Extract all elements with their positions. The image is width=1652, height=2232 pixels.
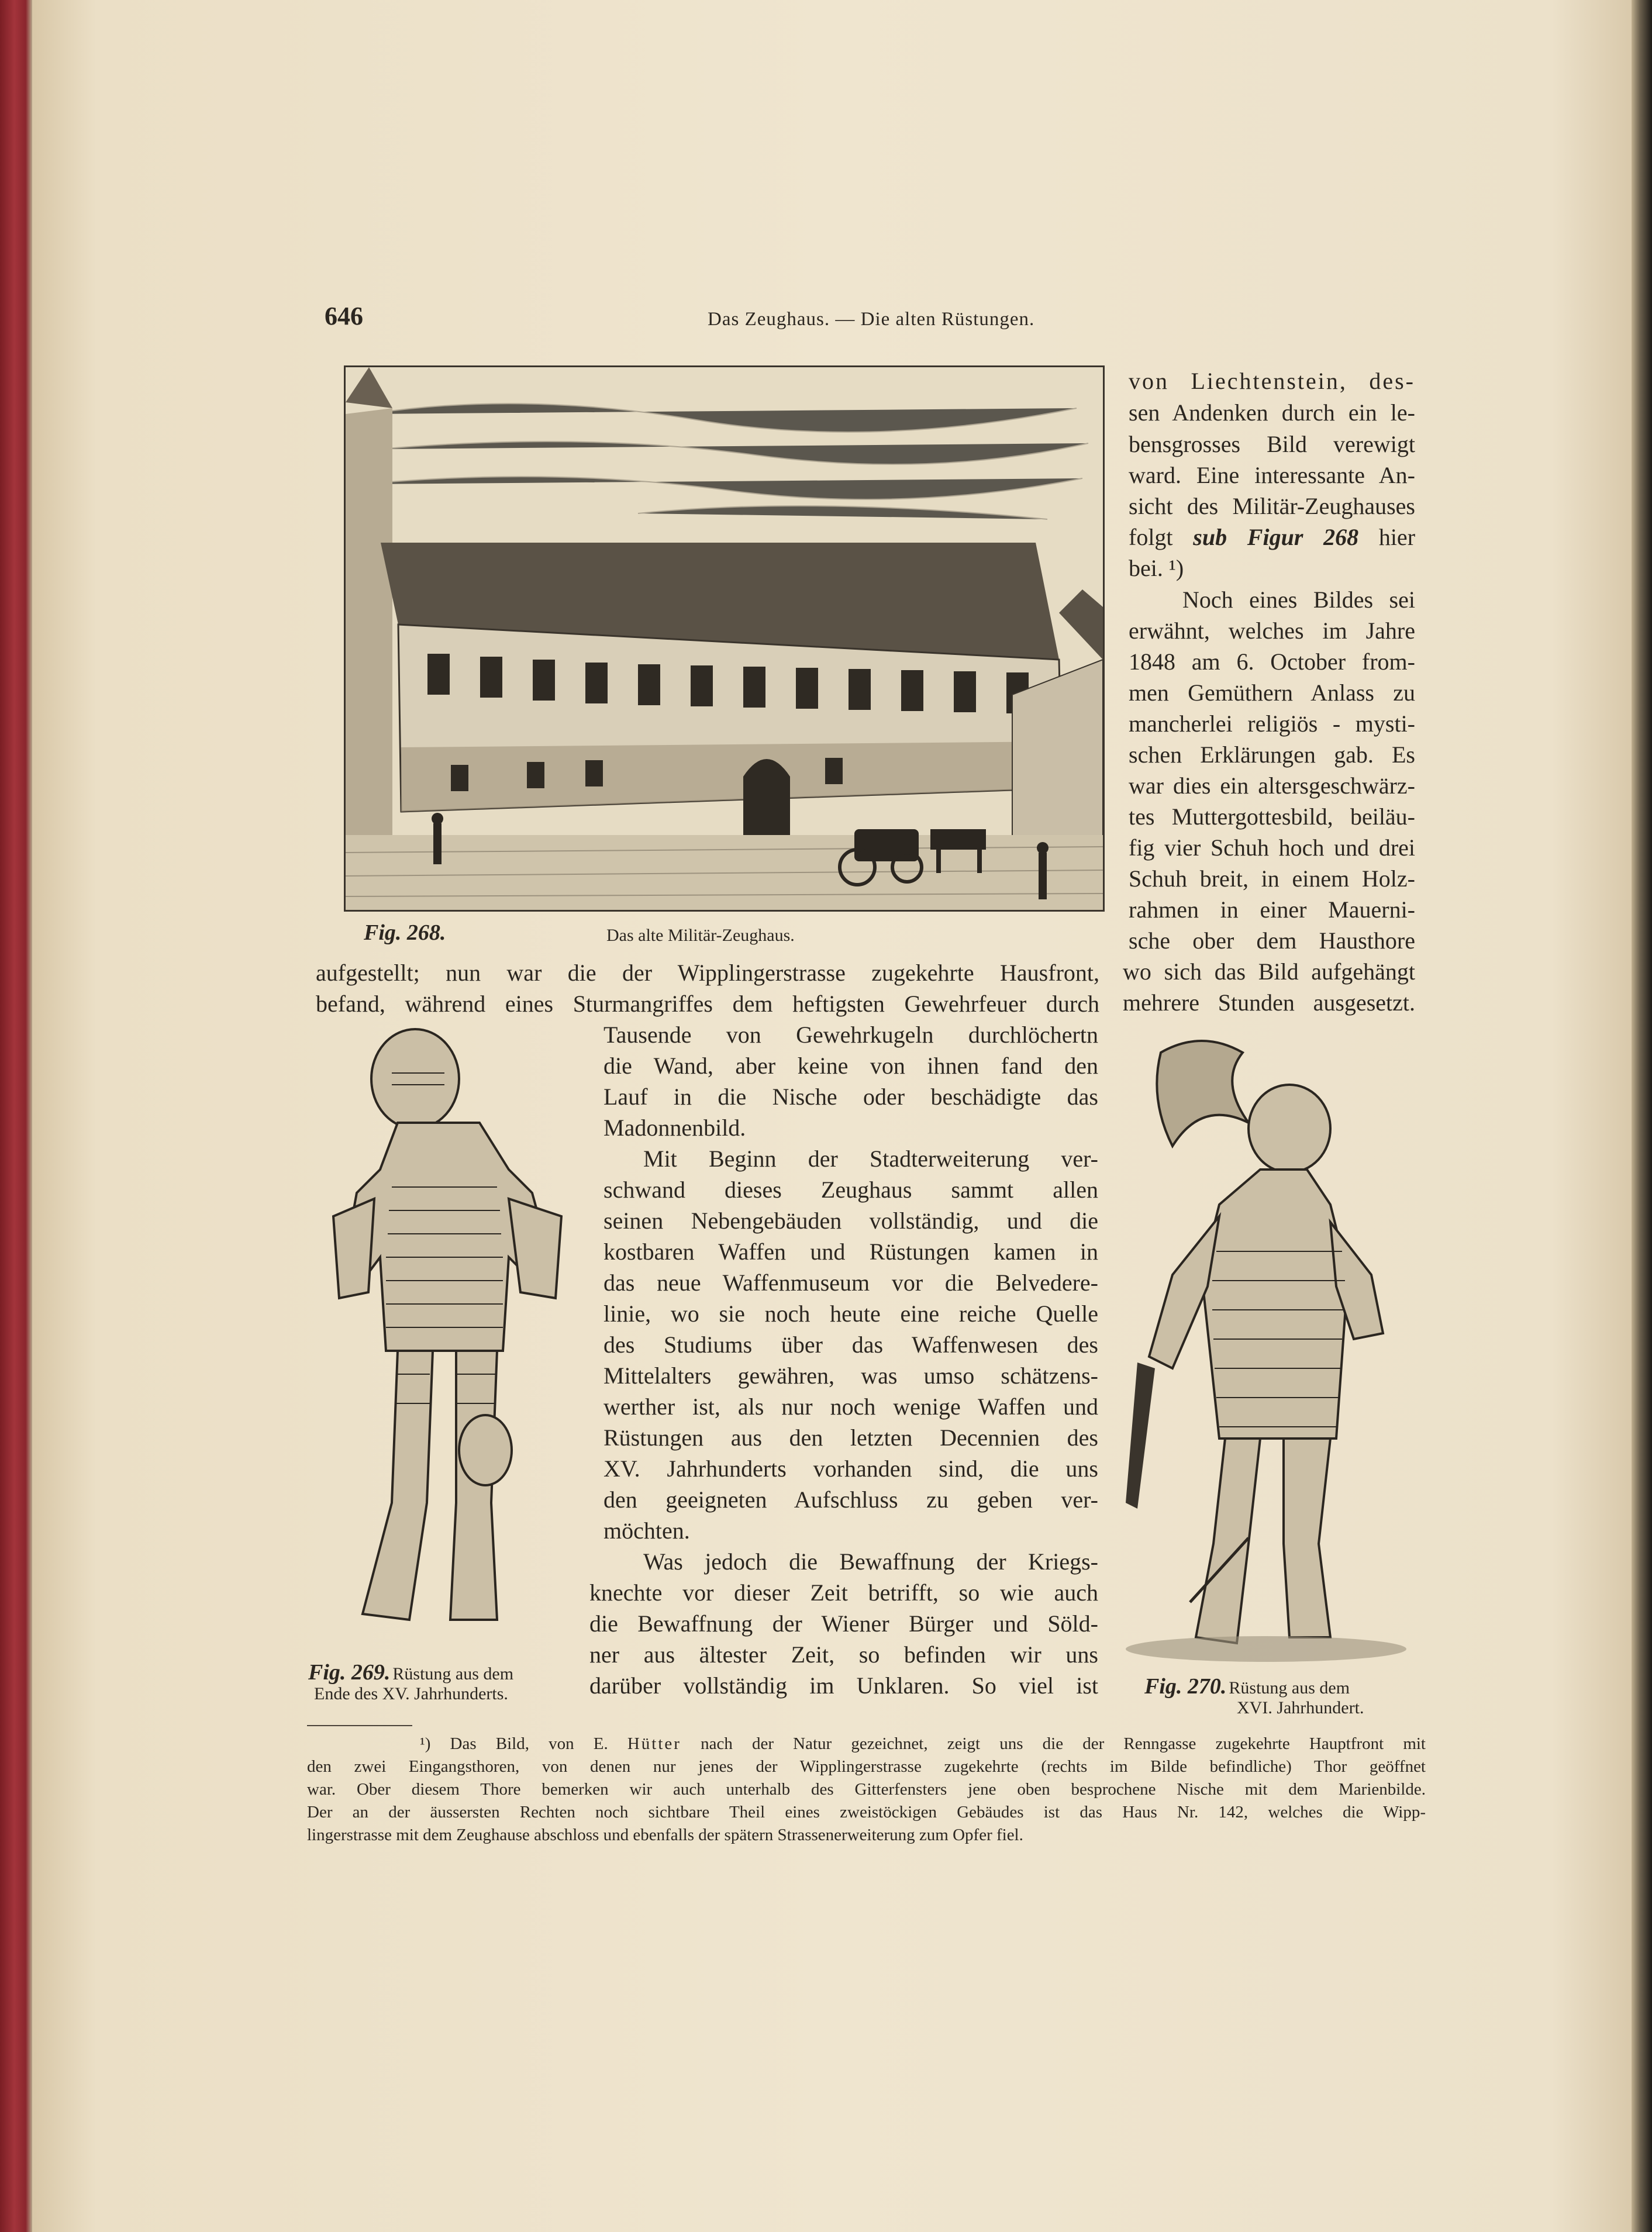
figure-270-caption-line1 (1144, 1674, 1350, 1699)
text-line: schwand dieses Zeughaus sammt allen (603, 1177, 1098, 1203)
footnote-text: ¹) Das Bild, von E. (420, 1734, 627, 1753)
text-line: Madonnenbild. (603, 1115, 746, 1141)
figure-269-caption-line1 (308, 1660, 513, 1685)
text-line: möchten. (603, 1517, 690, 1544)
text-line: die Wand, aber keine von ihnen fand den (603, 1053, 1098, 1079)
text-line: tes Muttergottesbild, beiläu- (1129, 803, 1415, 830)
text-line: darüber vollständig im Unklaren. So viel ist (589, 1672, 1098, 1699)
figure-270-armor-illustration (1114, 1029, 1418, 1667)
text-line: mancherlei religiös - mysti- (1129, 710, 1415, 737)
text-line: Schuh breit, in einem Holz- (1129, 865, 1415, 892)
text-line: sche ober dem Hausthore (1129, 927, 1415, 954)
text-segment: hier (1358, 524, 1416, 550)
footnote-text: nach der Natur gezeichnet, zeigt uns die der Renngasse zugekehrte Hauptfront mit (681, 1734, 1426, 1753)
text-line: men Gemüthern Anlass zu (1129, 679, 1415, 706)
text-line: ward. Eine interessante An- (1129, 462, 1415, 488)
figure-269-caption-part1: Rüstung aus dem (392, 1664, 514, 1684)
text-line: erwähnt, welches im Jahre (1129, 617, 1415, 644)
text-line: werther ist, als nur noch wenige Waffen und (603, 1393, 1098, 1420)
footnote-line: war. Ober diesem Thore bemerken wir auch unterhalb des Gitterfensters jene oben besprochene Nische mit dem Marienbilde. (307, 1780, 1426, 1799)
figure-270-caption-part1: Rüstung aus dem (1229, 1678, 1350, 1698)
figure-269-caption-line2: Ende des XV. Jahrhunderts. (314, 1684, 508, 1703)
text-line: mehrere Stunden ausgesetzt. (1123, 989, 1415, 1016)
footnote-line: den zwei Eingangsthoren, von denen nur jenes der Wipplingerstrasse zugekehrte (rechts im Bilde befindliche) Thor geöffnet (307, 1757, 1426, 1776)
figure-269-armor-illustration (310, 1023, 585, 1655)
figure-270-caption-line2: XVI. Jahrhundert. (1237, 1698, 1364, 1717)
text-line: Lauf in die Nische oder beschädigte das (603, 1084, 1098, 1110)
footnote-line (420, 1736, 1426, 1753)
figure-268-zeughaus-illustration (344, 365, 1105, 912)
text-line: fig vier Schuh hoch und drei (1129, 834, 1415, 861)
text-line: bensgrosses Bild verewigt (1129, 431, 1415, 457)
text-line: des Studiums über das Waffenwesen des (603, 1331, 1098, 1358)
text-line: Tausende von Gewehrkugeln durchlöchertn (603, 1022, 1098, 1048)
text-line: den geeigneten Aufschluss zu geben ver- (603, 1486, 1098, 1513)
text-line: Rüstungen aus den letzten Decennien des (603, 1424, 1098, 1451)
text-line: knechte vor dieser Zeit betrifft, so wie auch (589, 1579, 1098, 1606)
figure-268-caption: Das alte Militär-Zeughaus. (606, 926, 795, 945)
running-head: Das Zeughaus. — Die alten Rüstungen. (708, 309, 1035, 330)
text-line: aufgestellt; nun war die der Wipplingerstrasse zugekehrte Hausfront, (316, 960, 1099, 986)
text-line: sen Andenken durch ein le- (1129, 399, 1415, 426)
footnote-line: Der an der äussersten Rechten noch sichtbare Theil eines zweistöckigen Gebäudes ist das Haus Nr. 142, welches die Wipp- (307, 1803, 1426, 1822)
page-edge-shadow (1632, 0, 1652, 2232)
text-line: seinen Nebengebäuden vollständig, und die (603, 1208, 1098, 1234)
figure-270-number: Fig. 270. (1144, 1674, 1227, 1699)
text-line: Noch eines Bildes sei (1182, 587, 1415, 613)
text-line: XV. Jahrhunderts vorhanden sind, die uns (603, 1455, 1098, 1482)
text-line: wo sich das Bild aufgehängt (1123, 958, 1415, 985)
footnote-rule (307, 1725, 412, 1726)
text-line: rahmen in einer Mauerni- (1129, 896, 1415, 923)
text-line: das neue Waffenmuseum vor die Belvedere- (603, 1269, 1098, 1296)
page-number: 646 (325, 302, 363, 330)
footnote-line: lingerstrasse mit dem Zeughause abschloss und ebenfalls der spätern Strassenerweiterung zum Opfer fiel. (307, 1826, 1023, 1844)
figure-268-number: Fig. 268. (364, 920, 446, 945)
text-line: von Liechtenstein, des- (1129, 368, 1415, 394)
text-line: 1848 am 6. October from- (1129, 648, 1415, 675)
text-line: die Bewaffnung der Wiener Bürger und Söld- (589, 1610, 1098, 1637)
text-line: kostbaren Waffen und Rüstungen kamen in (603, 1239, 1098, 1265)
text-segment: folgt (1129, 524, 1194, 550)
text-line: bei. ¹) (1129, 555, 1184, 581)
text-line: sicht des Militär-Zeughauses (1129, 493, 1415, 519)
figure-269-number: Fig. 269. (308, 1660, 391, 1685)
text-line-with-figure-reference (1129, 526, 1415, 549)
text-line: Mittelalters gewähren, was umso schätzens- (603, 1362, 1098, 1389)
text-line: linie, wo sie noch heute eine reiche Quelle (603, 1300, 1098, 1327)
footnote-author-name: Hütter (627, 1734, 681, 1753)
text-line: Was jedoch die Bewaffnung der Kriegs- (643, 1548, 1098, 1575)
text-line: ner aus ältester Zeit, so befinden wir uns (589, 1641, 1098, 1668)
text-line: war dies ein altersgeschwärz- (1129, 772, 1415, 799)
text-line: befand, während eines Sturmangriffes dem heftigsten Gewehrfeuer durch (316, 991, 1099, 1017)
figure-reference: sub Figur 268 (1193, 524, 1359, 550)
book-spine-edge (0, 0, 32, 2232)
text-line: Mit Beginn der Stadterweiterung ver- (643, 1146, 1098, 1172)
text-line: schen Erklärungen gab. Es (1129, 741, 1415, 768)
